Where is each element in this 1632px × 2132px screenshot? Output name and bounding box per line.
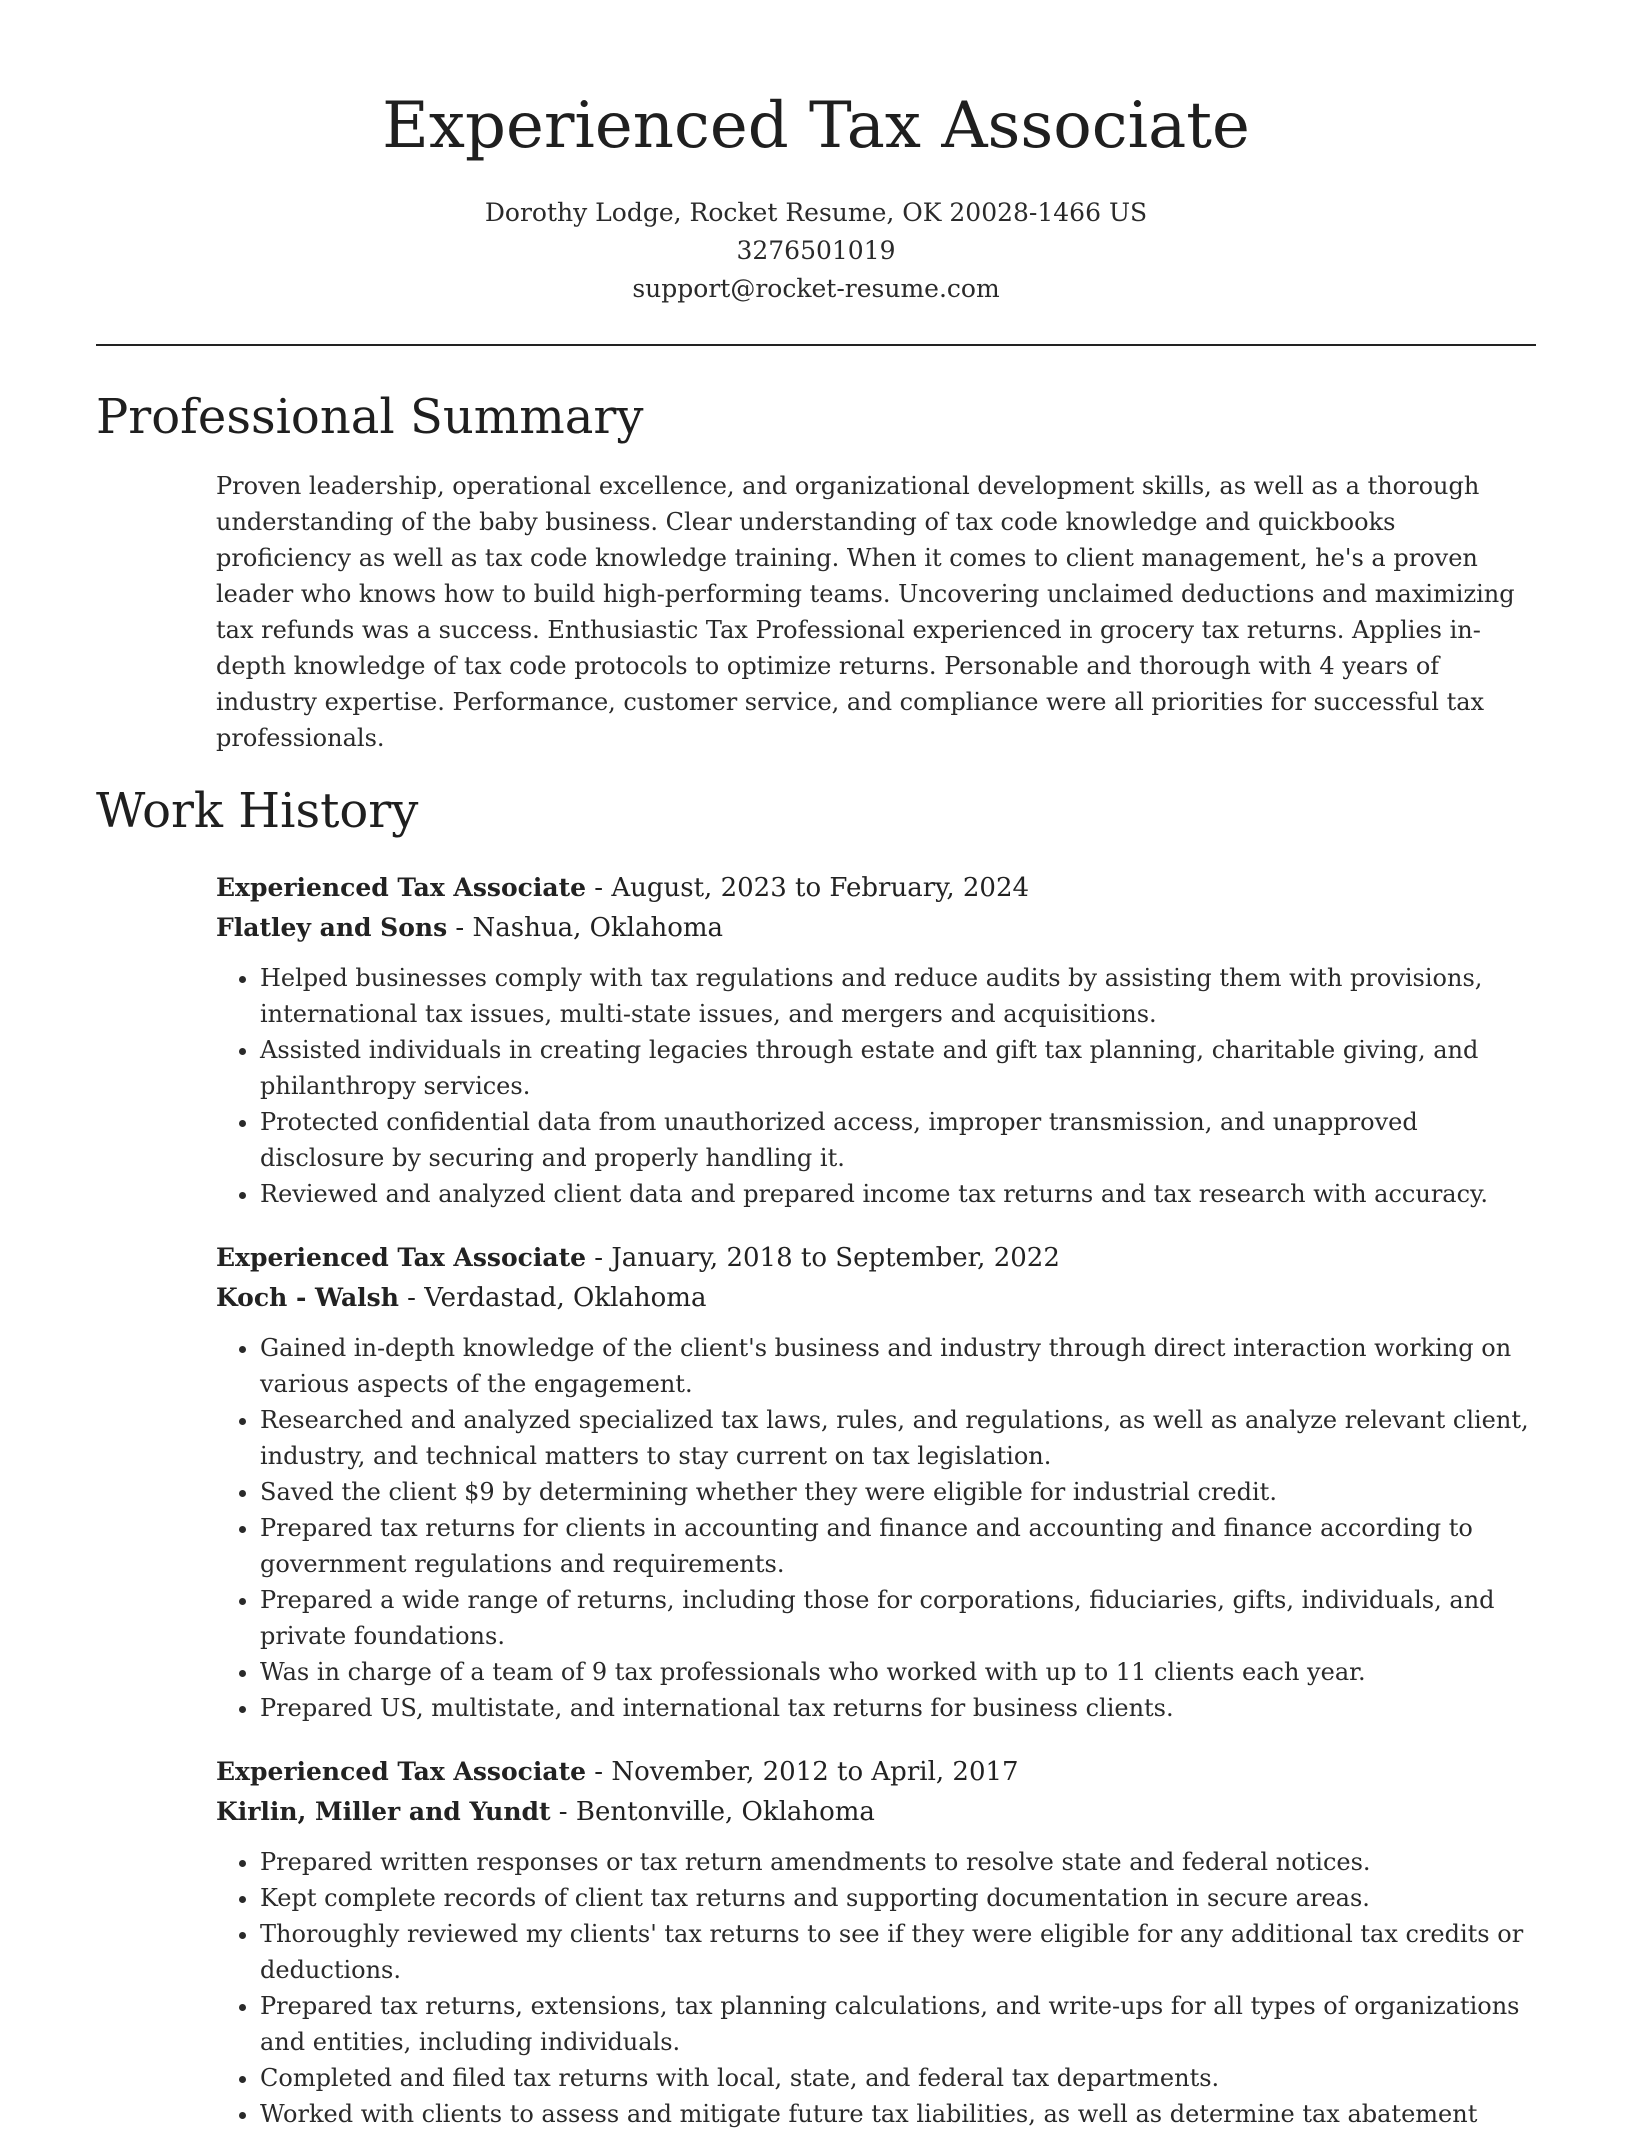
job-bullet: • Prepared US, multistate, and international tax returns for business clients. — [260, 1690, 1536, 1726]
job-bullet-list — [216, 1330, 1536, 1726]
job-company: Flatley and Sons — [216, 913, 448, 942]
job-bullet-list — [216, 960, 1536, 1212]
job-bullet: • Prepared tax returns for clients in accounting and finance and accounting and finance according to government regulations and requirements. — [260, 1510, 1536, 1582]
job-bullet: • Completed and filed tax returns with local, state, and federal tax departments. — [260, 2060, 1536, 2096]
job-entry — [216, 1752, 1536, 2132]
job-entry — [216, 1238, 1536, 1726]
job-bullet: • Prepared tax returns, extensions, tax planning calculations, and write-ups for all types of organizations and entities, including individuals. — [260, 1988, 1536, 2060]
job-title-line — [216, 1238, 1536, 1278]
job-bullet: • Assisted individuals in creating legacies through estate and gift tax planning, charitable giving, and philanthropy services. — [260, 1032, 1536, 1104]
contact-phone: 3276501019 — [736, 236, 896, 265]
job-title: Experienced Tax Associate — [216, 1757, 587, 1786]
job-bullet: • Researched and analyzed specialized tax laws, rules, and regulations, as well as analyze relevant client, industry, and technical matters to stay current on tax legislation. — [260, 1402, 1536, 1474]
job-bullet-list — [216, 1844, 1536, 2132]
contact-block — [96, 194, 1536, 308]
resume-title: Experienced Tax Associate — [382, 89, 1250, 163]
resume-header — [96, 0, 1536, 308]
contact-email: support@rocket-resume.com — [632, 274, 1000, 303]
job-bullet: • Helped businesses comply with tax regulations and reduce audits by assisting them with provisions, international tax issues, multi-state issues, and mergers and acquisitions. — [260, 960, 1536, 1032]
job-title: Experienced Tax Associate — [216, 873, 587, 902]
job-bullet: • Protected confidential data from unauthorized access, improper transmission, and unapproved disclosure by securing and properly handling it. — [260, 1104, 1536, 1176]
professional-summary-heading: Professional Summary — [96, 389, 644, 445]
job-dates: - November, 2012 to April, 2017 — [586, 1757, 1019, 1787]
job-company: Koch - Walsh — [216, 1283, 399, 1312]
job-bullet: • Reviewed and analyzed client data and prepared income tax returns and tax research with accuracy. — [260, 1176, 1536, 1212]
job-bullet: • Prepared a wide range of returns, including those for corporations, fiduciaries, gifts, individuals, and private foundations. — [260, 1582, 1536, 1654]
job-bullet: • Prepared written responses or tax return amendments to resolve state and federal notices. — [260, 1844, 1536, 1880]
header-divider — [96, 344, 1536, 346]
job-bullet: • Was in charge of a team of 9 tax professionals who worked with up to 11 clients each year. — [260, 1654, 1536, 1690]
professional-summary-section — [216, 468, 1536, 756]
job-dates: - January, 2018 to September, 2022 — [586, 1243, 1060, 1273]
job-bullet: • Kept complete records of client tax returns and supporting documentation in secure areas. — [260, 1880, 1536, 1916]
work-history-heading: Work History — [96, 783, 419, 839]
work-history-section — [216, 868, 1536, 2132]
job-company: Kirlin, Miller and Yundt — [216, 1797, 551, 1826]
job-title-line — [216, 868, 1536, 908]
contact-address: Dorothy Lodge, Rocket Resume, OK 20028-1466 US — [484, 198, 1148, 227]
job-bullet: • Thoroughly reviewed my clients' tax returns to see if they were eligible for any additional tax credits or deductions. — [260, 1916, 1536, 1988]
job-location: - Nashua, Oklahoma — [447, 913, 724, 943]
job-entry — [216, 868, 1536, 1212]
job-company-line — [216, 1792, 1536, 1832]
job-company-line — [216, 1278, 1536, 1318]
job-bullet: • Saved the client $9 by determining whether they were eligible for industrial credit. — [260, 1474, 1536, 1510]
job-title-line — [216, 1752, 1536, 1792]
job-dates: - August, 2023 to February, 2024 — [586, 873, 1030, 903]
job-location: - Verdastad, Oklahoma — [398, 1283, 707, 1313]
job-location: - Bentonville, Oklahoma — [550, 1797, 875, 1827]
job-bullet: • Gained in-depth knowledge of the client's business and industry through direct interaction working on various aspects of the engagement. — [260, 1330, 1536, 1402]
job-title: Experienced Tax Associate — [216, 1243, 587, 1272]
job-bullet: • Worked with clients to assess and mitigate future tax liabilities, as well as determine tax abatement — [260, 2096, 1536, 2132]
professional-summary-text: Proven leadership, operational excellence, and organizational development skills, as well as a thorough understanding of the baby business. Clear understanding of tax code knowledge and quickbooks proficiency as well as tax code knowledge training. When it comes to client management, he's a proven leader who knows how to build high-performing teams. Uncovering unclaimed deductions and maximizing tax refunds was a success. Enthusiastic Tax Professional experienced in grocery tax returns. Applies in-depth knowledge of tax code protocols to optimize returns. Personable and thorough with 4 years of industry expertise. Performance, customer service, and compliance were all priorities for successful tax professionals. — [216, 472, 1515, 752]
job-company-line — [216, 908, 1536, 948]
